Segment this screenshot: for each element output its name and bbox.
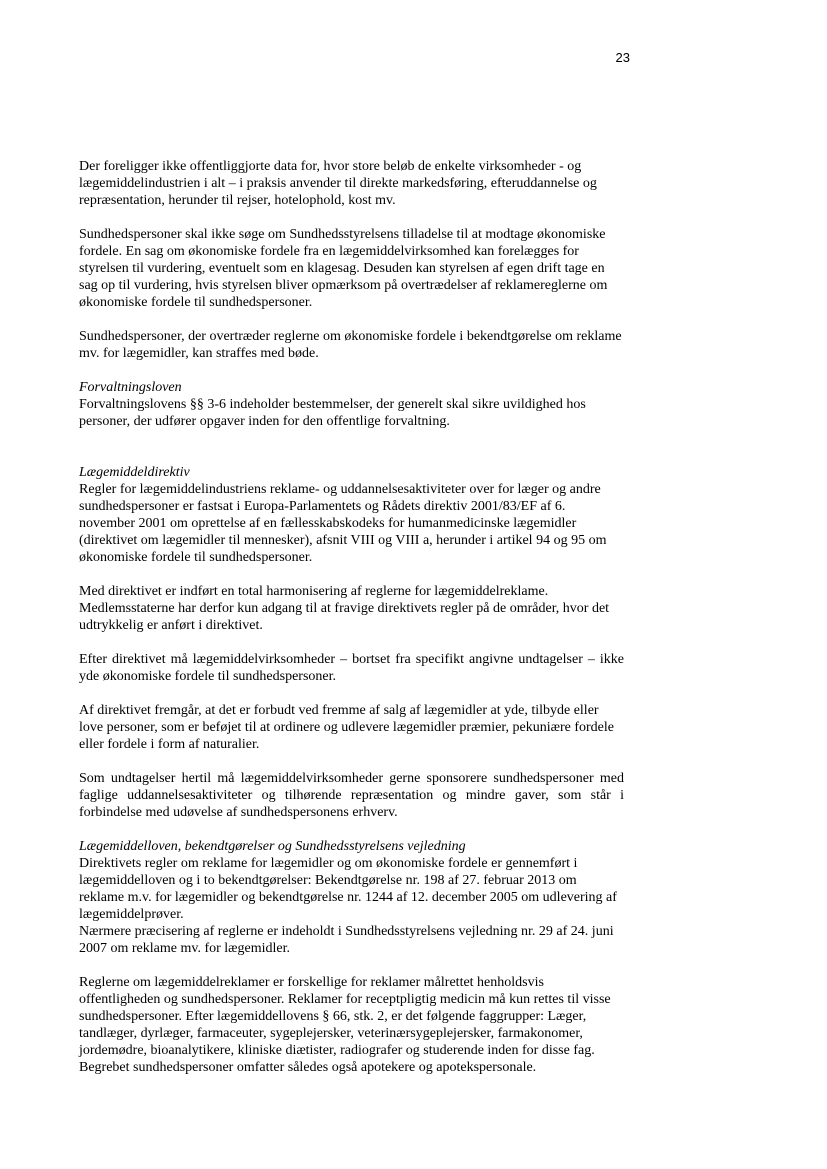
paragraph-straf: Sundhedspersoner, der overtræder reglerne om økonomiske fordele i bekendtgørelse om reklame mv. for lægemidler, kan straffes med bøde. — [79, 329, 622, 361]
heading-forvaltningsloven: Forvaltningsloven — [79, 380, 182, 395]
page-number: 23 — [615, 50, 630, 65]
paragraph-forvaltningsloven: Forvaltningslovens §§ 3-6 indeholder bestemmelser, der generelt skal sikre uvildighed hos personer, der udfører opgaver inden for den offentlige forvaltning. — [79, 397, 586, 429]
paragraph-harmonisering: Med direktivet er indført en total harmonisering af reglerne for lægemiddelreklame. Medlemsstaterne har derfor kun adgang til at fravige direktivets regler på de områder, hvor det udtrykkelig er anført i direktivet. — [79, 584, 610, 633]
paragraph-undtagelser: Som undtagelser hertil må lægemiddelvirksomheder gerne sponsorere sundhedspersoner med faglige uddannelsesaktiviteter og tilhørende repræsentation og mindre gaver, som står i forbindelse med udøvelse af sundhedspersonens erhverv. — [79, 771, 624, 820]
paragraph-direktiv-regler: Regler for lægemiddelindustriens reklame- og uddannelsesaktiviteter over for læger og andre sundhedspersoner er fastsat i Europa-Parlamentets og Rådets direktiv 2001/83/EF af 6. november 2001 om oprettelse af en fællesskabskodeks for humanmedicinske lægemidler (direktivet om lægemidler til mennesker), afsnit VIII og VIII a, herunder i artikel 94 og 95 om økonomiske fordele til sundhedspersoner. — [79, 482, 607, 565]
document-body — [79, 158, 624, 1093]
spacer — [79, 447, 624, 464]
heading-laegemiddelloven: Lægemiddelloven, bekendtgørelser og Sundhedsstyrelsens vejledning — [79, 839, 466, 854]
paragraph-gennemfoert: Direktivets regler om reklame for lægemidler og om økonomiske fordele er gennemført i lægemiddelloven og i to bekendtgørelser: Bekendtgørelse nr. 198 af 27. februar 2013 om reklame m.v. for lægemidler og bekendtgørelse nr. 1244 af 12. december 2005 om udlevering af lægemiddelprøver. — [79, 856, 617, 922]
heading-laegemiddeldirektiv: Lægemiddeldirektiv — [79, 465, 190, 480]
paragraph-tilladelse: Sundhedspersoner skal ikke søge om Sundhedsstyrelsens tilladelse til at modtage økonomiske fordele. En sag om økonomiske fordele fra en lægemiddelvirksomhed kan forelægges for styrelsen til vurdering, eventuelt som en klagesag. Desuden kan styrelsen af egen drift tage en sag op til vurdering, hvis styrelsen bliver opmærksom på overtrædelser af reklamereglerne om økonomiske fordele til sundhedspersoner. — [79, 227, 608, 310]
paragraph-reklameregler: Reglerne om lægemiddelreklamer er forskellige for reklamer målrettet henholdsvis offentligheden og sundhedspersoner. Reklamer for receptpligtig medicin må kun rettes til visse sundhedspersoner. Efter lægemiddellovens § 66, stk. 2, er det følgende faggrupper: Læger, tandlæger, dyrlæger, farmaceuter, sygeplejersker, veterinærsygeplejersker, farmakonomer, jordemødre, bioanalytikere, kliniske diætister, radiografer og studerende inden for disse fag. Begrebet sundhedspersoner omfatter således også apotekere og apotekspersonale. — [79, 975, 611, 1075]
paragraph-markedsfoering: Der foreligger ikke offentliggjorte data for, hvor store beløb de enkelte virksomheder - og lægemiddelindustrien i alt – i praksis anvender til direkte markedsføring, efteruddannelse og repræsentation, herunder til rejser, hotelophold, kost mv. — [79, 159, 597, 208]
paragraph-vejledning: Nærmere præcisering af reglerne er indeholdt i Sundhedsstyrelsens vejledning nr. 29 af 24. juni 2007 om reklame mv. for lægemidler. — [79, 924, 614, 956]
paragraph-efter-direktivet: Efter direktivet må lægemiddelvirksomheder – bortset fra specifikt angivne undtagelser – ikke yde økonomiske fordele til sundhedspersoner. — [79, 652, 624, 684]
paragraph-forbud: Af direktivet fremgår, at det er forbudt ved fremme af salg af lægemidler at yde, tilbyde eller love personer, som er beføjet til at ordinere og udlevere lægemidler præmier, pekuniære fordele eller fordele i form af naturalier. — [79, 703, 614, 752]
